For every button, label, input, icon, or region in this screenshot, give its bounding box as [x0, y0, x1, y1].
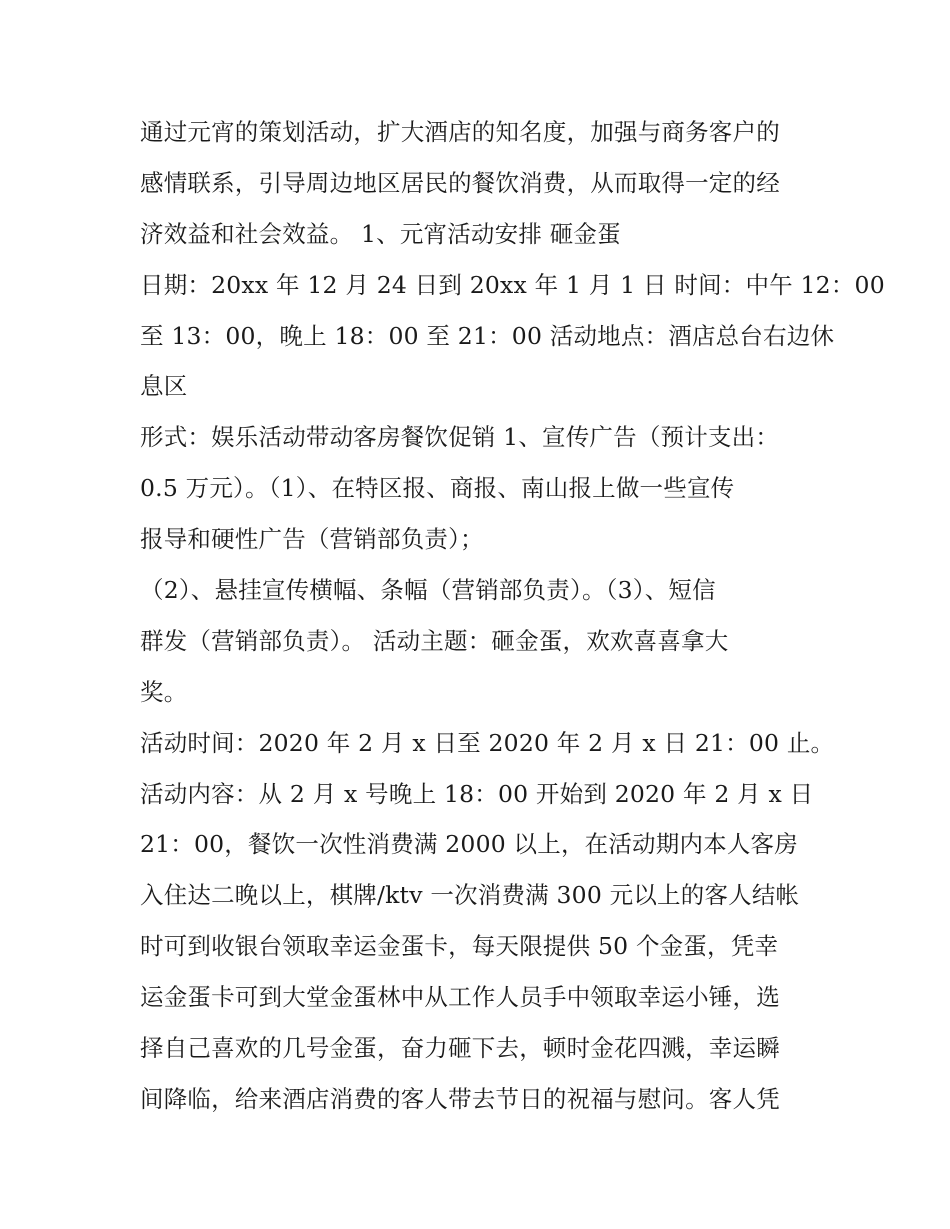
text-line: 报导和硬性广告（营销部负责）；: [140, 525, 484, 554]
body-text: [140, 107, 885, 1125]
text-line: 活动内容：从 2 月 x 号晚上 18：00 开始到 2020 年 2 月 x 日: [140, 779, 814, 808]
text-line: 择自己喜欢的几号金蛋，奋力砸下去，顿时金花四溅，幸运瞬: [140, 1034, 780, 1063]
text-line: 21：00，餐饮一次性消费满 2000 以上，在活动期内本人客房: [140, 830, 798, 859]
text-line: 至 13：00，晚上 18：00 至 21：00 活动地点：酒店总台右边休: [140, 321, 835, 350]
text-line: 感情联系，引导周边地区居民的餐饮消费，从而取得一定的经: [140, 168, 780, 197]
text-line: （2）、悬挂宣传横幅、条幅（营销部负责）。（3）、短信: [140, 576, 716, 605]
text-line: 运金蛋卡可到大堂金蛋林中从工作人员手中领取幸运小锤，选: [140, 983, 780, 1012]
text-line: 入住达二晚以上，棋牌/ktv 一次消费满 300 元以上的客人结帐: [140, 881, 800, 910]
text-line: 形式：娱乐活动带动客房餐饮促销 1、宣传广告（预计支出：: [140, 423, 780, 452]
text-line: 日期：20xx 年 12 月 24 日到 20xx 年 1 月 1 日 时间：中午 12：00: [140, 270, 885, 299]
text-line: 间降临，给来酒店消费的客人带去节日的祝福与慰问。客人凭: [140, 1084, 780, 1113]
text-line: 群发（营销部负责）。 活动主题：砸金蛋，欢欢喜喜拿大: [140, 626, 729, 655]
text-line: 时可到收银台领取幸运金蛋卡，每天限提供 50 个金蛋，凭幸: [140, 932, 779, 961]
text-line: 通过元宵的策划活动，扩大酒店的知名度，加强与商务客户的: [140, 118, 780, 146]
text-line: 0.5 万元）。（1）、在特区报、商报、南山报上做一些宣传: [140, 474, 735, 503]
text-line: 活动时间：2020 年 2 月 x 日至 2020 年 2 月 x 日 21：00 止。: [140, 728, 835, 757]
text-line: 济效益和社会效益。 1、元宵活动安排 砸金蛋: [140, 219, 621, 248]
text-line: 息区: [140, 372, 188, 401]
text-line: 奖。: [140, 677, 188, 706]
